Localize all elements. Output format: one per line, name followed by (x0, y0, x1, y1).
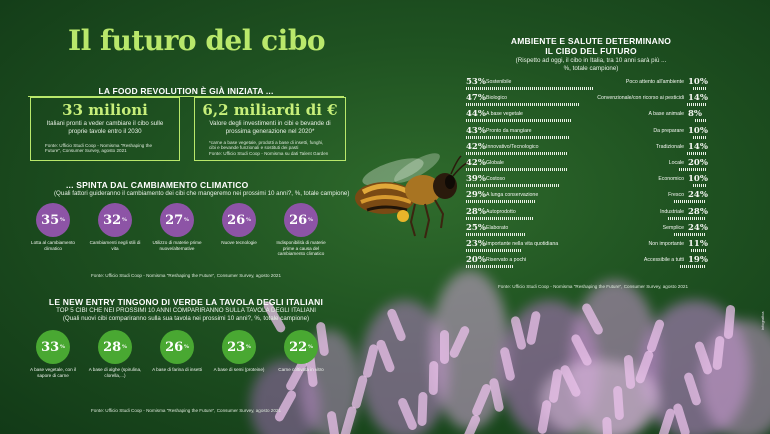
unit-label: % (308, 344, 313, 350)
category-label: Costoso (486, 176, 506, 183)
category-label: Elaborato (486, 224, 509, 231)
value-label: 32 (103, 212, 122, 228)
value-circle (36, 203, 70, 237)
opposite-label: Economico (658, 176, 684, 183)
section4-subheading-line2: %, totale campione) (563, 65, 619, 72)
unit-label: % (60, 217, 65, 223)
opposite-value-label: 24% (688, 190, 708, 201)
opposite-value-label: 28% (688, 206, 708, 217)
opposite-bar (693, 184, 707, 187)
value-label: 44% (466, 109, 486, 120)
opposite-label: Industriale (660, 208, 684, 215)
opposite-label: Semplice (662, 224, 684, 231)
section3-subheading-note: (Quali nuovi cibi compariranno sulla sua tavola nei prossimi 10 anni?, %, totale campione) (62, 315, 310, 322)
value-circle (222, 330, 256, 364)
bar (466, 136, 569, 139)
stat-value: 33 milioni (62, 101, 148, 119)
section2-heading: ... SPINTA DAL CAMBIAMENTO CLIMATICO (66, 180, 249, 190)
value-circle (222, 203, 256, 237)
opposite-bar (674, 233, 706, 236)
category-label: Importante nella vita quotidiana (486, 241, 559, 247)
opposite-value-label: 10% (688, 174, 708, 185)
unit-label: % (122, 217, 127, 223)
opposite-value-label: 14% (688, 141, 708, 152)
category-label: A base vegetale, con il sapore di carne (30, 367, 76, 378)
opposite-label: Non importante (648, 241, 684, 247)
value-circle (284, 330, 318, 364)
value-label: 42% (466, 158, 486, 168)
opposite-value-label: 14% (688, 93, 708, 104)
bar (466, 200, 536, 203)
category-label: Cambiamenti negli stili di vita (89, 240, 141, 251)
value-label: 23% (466, 239, 486, 249)
opposite-bar (693, 87, 707, 90)
stat-source: Fonte: Ufficio Studi Coop - Nomisma "Reshaping the Future", Consumer Survey, agosto 2021 (45, 142, 152, 153)
value-circle (160, 203, 194, 237)
section3-subheading: TOP 5 CIBI CHE NEI PROSSIMI 10 ANNI COMPARIRANNO SULLA TAVOLA DEGLI ITALIANI (56, 307, 316, 314)
bar (466, 103, 579, 106)
section1-heading: LA FOOD REVOLUTION È GIÀ INIZIATA ... (98, 86, 274, 96)
flower-petal (429, 361, 439, 395)
bar (466, 233, 526, 236)
bar (466, 265, 514, 268)
opposite-bar (674, 200, 706, 203)
section4-subheading: (Rispetto ad oggi, il cibo in Italia, tra 10 anni sarà più ... (515, 57, 667, 64)
category-label: A lunga conservazione (486, 192, 539, 199)
unit-label: % (308, 217, 313, 223)
value-circle (98, 203, 132, 237)
opposite-bar (687, 152, 706, 155)
flower-petal (417, 392, 427, 426)
opposite-label: Da preparare (653, 127, 684, 134)
category-label: A base di alghe (spirulina, clorella,...) (88, 367, 142, 378)
value-label: 53% (466, 77, 486, 87)
category-label: A base di farina di insetti (152, 367, 202, 372)
opposite-label: Tradizionale (655, 143, 684, 150)
opposite-bar (679, 168, 706, 171)
opposite-label: Accessibile a tutti (643, 257, 684, 264)
section3-heading: LE NEW ENTRY TINGONO DI VERDE LA TAVOLA DEGLI ITALIANI (48, 297, 324, 307)
stat-box-italians (30, 97, 180, 161)
unit-label: % (122, 344, 127, 350)
category-label: Lotta al cambiamento climatico (31, 240, 75, 251)
category-label: Globale (486, 160, 504, 166)
bar (466, 217, 533, 220)
stat-text: Italiani pronti a veder cambiare il cibo sulle proprie tavole entro il 2030 (46, 120, 164, 135)
opposite-label: Poco attento all'ambiente (625, 79, 684, 85)
category-label: Riservato a pochi (486, 257, 527, 264)
stat-text: Valore degli investimenti in cibi e bevande di prossima generazione nel 2020* (209, 120, 331, 135)
opposite-value-label: 8% (688, 109, 702, 120)
value-label: 26 (227, 212, 246, 228)
category-label: Autoprodotto (486, 208, 516, 215)
value-label: 43% (466, 125, 486, 136)
unit-label: % (246, 344, 251, 350)
category-label: Carne coltivata in vitro (278, 367, 324, 372)
value-label: 27 (165, 212, 184, 228)
value-label: 20% (466, 255, 486, 266)
value-circle (98, 330, 132, 364)
page-title: Il futuro del cibo (68, 24, 326, 57)
category-label: A base di semi (proteine) (213, 367, 265, 372)
category-label: Sostenibile (486, 79, 512, 85)
bar (466, 87, 593, 90)
opposite-value-label: 10% (688, 77, 708, 87)
category-label: Pronto da mangiare (486, 127, 532, 134)
opposite-label: Fresco (668, 192, 684, 199)
category-label: A base vegetale (486, 111, 523, 118)
value-label: 26 (165, 339, 184, 355)
value-label: 25% (466, 222, 486, 233)
opposite-bar (691, 249, 706, 252)
category-label: Indisponibilità di materie prime a causa del cambiamento climatico (276, 240, 326, 257)
value-label: 26 (289, 212, 308, 228)
bar (466, 249, 521, 252)
unit-label: % (60, 344, 65, 350)
opposite-label: Convenzionale/con ricorso ai pesticidi (597, 95, 684, 102)
bar (466, 119, 572, 122)
opposite-bar (687, 103, 706, 106)
value-circle (160, 330, 194, 364)
opposite-value-label: 11% (688, 239, 708, 249)
unit-label: % (246, 217, 251, 223)
value-circle (36, 330, 70, 364)
value-label: 33 (41, 339, 60, 355)
value-label: 22 (289, 339, 308, 355)
opposite-value-label: 20% (688, 158, 708, 168)
opposite-label: A base animale (648, 111, 684, 118)
watermark: infografica (760, 311, 765, 330)
section4-heading-line2: IL CIBO DEL FUTURO (545, 46, 637, 56)
opposite-bar (680, 265, 706, 268)
section4-source: Fonte: Ufficio Studi Coop - Nomisma "Reshaping the Future", Consumer Survey, agosto 2021 (498, 284, 688, 289)
stat-note: *carne a base vegetale, prodotti a base di insetti, funghi, cibi e bevande funzionali e sostituti dei pasti (209, 139, 324, 150)
category-label: Innovativo/Tecnologico (486, 143, 539, 150)
opposite-bar (693, 136, 707, 139)
section4-heading: AMBIENTE E SALUTE DETERMINANO (510, 36, 672, 46)
opposite-bar (695, 119, 706, 122)
section2-subheading: (Quali fattori guideranno il cambiamento dei cibi che mangeremo nei prossimi 10 anni?, %, totale campione) (54, 190, 350, 197)
section3-source: Fonte: Ufficio Studi Coop - Nomisma "Reshaping the Future", Consumer Survey, agosto 2021 (91, 408, 281, 413)
value-label: 35 (41, 212, 60, 228)
category-label: Biologico (486, 95, 508, 102)
unit-label: % (184, 217, 189, 223)
value-label: 29% (466, 190, 486, 201)
unit-label: % (184, 344, 189, 350)
opposite-value-label: 19% (688, 255, 708, 266)
opposite-label: Locale (668, 160, 684, 166)
bar (466, 184, 560, 187)
value-label: 42% (466, 141, 486, 152)
stat-value: 6,2 miliardi di € (202, 101, 338, 119)
value-label: 47% (466, 93, 486, 104)
value-label: 28 (103, 339, 122, 355)
section2-source: Fonte: Ufficio Studi Coop - Nomisma "Reshaping the Future", Consumer Survey, agosto 2021 (91, 273, 281, 278)
bee-illustration (345, 150, 475, 250)
value-label: 23 (227, 339, 246, 355)
value-circle (284, 203, 318, 237)
flower-petal (440, 330, 449, 364)
stat-box-investments (194, 97, 346, 161)
opposite-bar (668, 217, 706, 220)
category-label: Utilizzo di materie prime nuove/alternative (152, 240, 202, 251)
category-label: Nuove tecnologie (221, 240, 257, 245)
stat-source: Fonte: Ufficio Studi Coop - Nomisma su dati Talent Garden (209, 150, 329, 156)
opposite-value-label: 24% (688, 222, 708, 233)
bar (466, 168, 567, 171)
opposite-value-label: 10% (688, 125, 708, 136)
bar (466, 152, 567, 155)
value-label: 28% (466, 206, 486, 217)
value-label: 39% (466, 174, 486, 185)
